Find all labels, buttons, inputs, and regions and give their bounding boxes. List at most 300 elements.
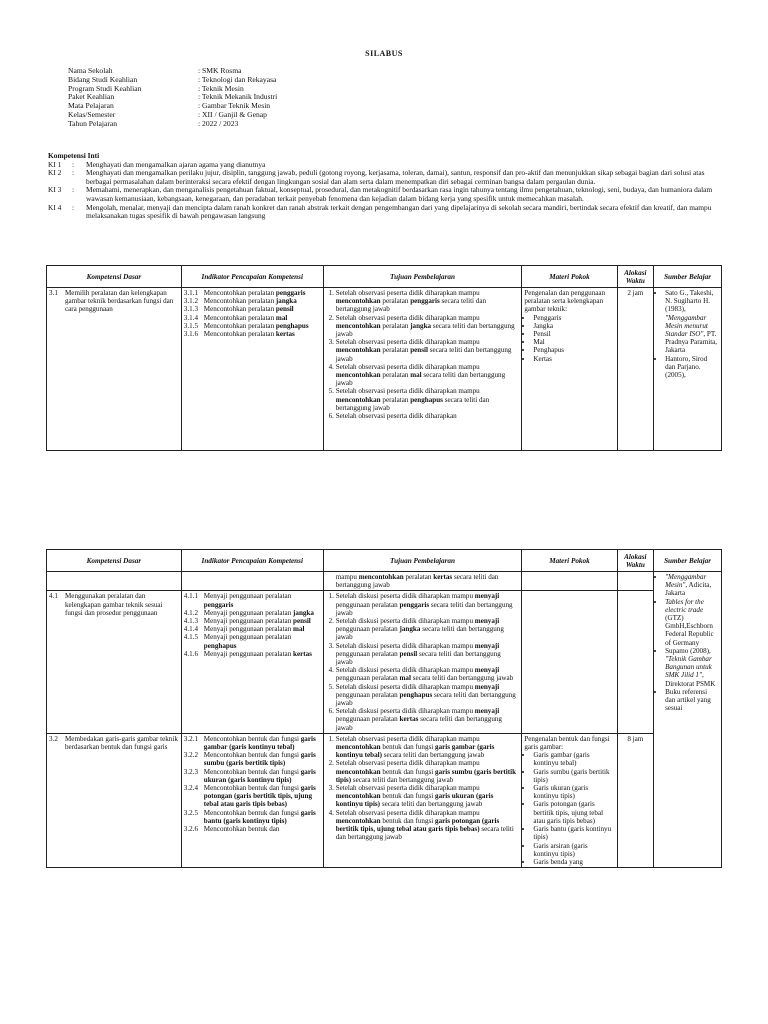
source-item [665, 688, 719, 713]
objective-item: kertas [399, 715, 419, 724]
indicator-item-name: jangka [293, 608, 314, 617]
objective-item-row [336, 707, 520, 732]
objective-mid: peralatan [382, 321, 409, 330]
indicator-item [184, 592, 321, 608]
indicator-phrase: Menyaji penggunaan peralatan [203, 625, 292, 634]
indicator-number: 4.1.2 [183, 608, 198, 617]
objective-verb: menyaji [474, 641, 500, 650]
objective-post: secara teliti dan bertanggung jawab [383, 751, 485, 760]
objective-pre: Setelah observasi peserta didik diharapkan mampu [335, 338, 480, 347]
objective-pre: Setelah observasi peserta didik diharapkan mampu [335, 808, 480, 817]
objective-post: secara teliti dan bertanggung jawab [335, 395, 490, 412]
objective-item-row [336, 363, 520, 388]
document-title: SILABUS [365, 49, 403, 58]
objective-pre: Setelah observasi peserta didik diharapkan mampu [335, 289, 480, 297]
objective-post: secara teliti dan bertanggung jawab [335, 625, 504, 642]
indicator-phrase: Mencontohkan bentuk dan fungsi [203, 734, 299, 743]
indicator-number: 3.1.5 [183, 321, 198, 330]
indicator-item [184, 809, 321, 825]
indicator-number: 3.2.4 [183, 784, 198, 793]
indicator-phrase: Mencontohkan peralatan [203, 330, 275, 339]
indicator-item [184, 617, 321, 625]
objective-item: penggaris [399, 600, 430, 609]
indicator-text [204, 809, 321, 825]
indicator-number: 3.1.4 [183, 313, 198, 322]
materi-item: • Garis sumbu (garis bertitik tipis) [533, 768, 614, 784]
indicator-item-name: pensil [293, 617, 311, 626]
indicator-text [204, 784, 321, 809]
indicator-text [204, 735, 321, 751]
objective-verb: mencontohkan [335, 816, 381, 825]
ki-code: KI 2 [48, 168, 62, 178]
indicator-cell [181, 288, 323, 451]
school-info [68, 67, 277, 129]
objective-pre: Setelah diskusi peserta didik diharapkan mampu [335, 617, 473, 626]
ki-code: KI 1 [48, 159, 62, 169]
header-indikator: Indikator Pencapaian Kompetensi [181, 266, 323, 288]
indicator-item [184, 735, 321, 751]
indicator-item-name: kertas [275, 330, 295, 339]
indicator-item-name: jangka [275, 297, 297, 306]
objective-mid: peralatan [382, 395, 409, 404]
objective-item: garis gambar (garis kontinyu tebal) [335, 743, 495, 760]
ki-text: Memahami, menerapkan, dan menganalisis pengetahuan faktual, konseptual, prosedural, dan metakognitif berdasarkan rasa ingin tahunya tentang ilmu pengetahuan, teknologi, seni, budaya, dan humaniora dalam wawasan kemanusiaan, kebangsaan, kenegaraan, dan peradaban terkait penyebab fenomena dan kejadian dalam bidang kerja yang spesifik untuk memecahkan masalah. [86, 185, 713, 203]
objective-item-row [336, 387, 520, 412]
objective-pre: Setelah observasi peserta didik diharapkan [335, 412, 457, 421]
indicator-phrase: Mencontohkan bentuk dan fungsi [203, 784, 299, 793]
materi-item: • Mal [533, 338, 614, 346]
objective-item: mal [399, 674, 411, 683]
kd-number: 4.1 [49, 592, 58, 601]
objective-mid: penggunaan peralatan [335, 625, 398, 634]
indicator-text [204, 825, 321, 833]
objective-item: kertas [433, 573, 453, 581]
objective-verb: mencontohkan [335, 743, 381, 752]
objective-mid: bentuk dan fungsi [382, 767, 434, 776]
indicator-cell [181, 591, 323, 733]
objective-item-row [336, 314, 520, 339]
objective-post: secara teliti dan bertanggung jawab [381, 800, 483, 809]
objective-item: penghapus [410, 395, 443, 404]
indicator-item [184, 784, 321, 809]
indicator-phrase: Menyaji penggunaan peralatan [203, 649, 292, 658]
ki-text: Menghayati dan mengamalkan perilaku jujur, disiplin, tanggung jawab, peduli (gotong royong, kerjasama, toleran, damai), santun, responsif dan pro-aktif dan menunjukkan sikap sebagai bagian dari solusi atas berbagai permasalahan dalam berinteraksi secara efektif dengan lingkungan sosial dan alam serta dalam menempatkan diri sebagai cerminan bangsa dalam pergaulan dunia. [86, 168, 705, 186]
objective-verb: menyaji [474, 666, 500, 675]
objective-verb: menyaji [474, 682, 500, 691]
indicator-number: 4.1.1 [183, 592, 198, 601]
kd-cell [47, 733, 182, 867]
materi-intro: Pengenalan bentuk dan fungsi garis gambar: [524, 734, 610, 752]
indicator-phrase: Mencontohkan peralatan [203, 313, 275, 322]
materi-item: • Penggaris [533, 314, 614, 322]
objective-post: secara teliti dan bertanggung jawab [335, 371, 506, 388]
kd-number: 3.1 [49, 289, 58, 297]
indicator-number: 3.2.5 [183, 808, 198, 817]
materi-item: • Garis arsiran (garis kontinyu tipis) [533, 842, 614, 858]
objective-mid: penggunaan peralatan [335, 690, 398, 699]
indicator-item [184, 289, 321, 297]
kd-cell [47, 591, 182, 733]
objective-item: mal [410, 371, 422, 380]
objective-post: secara teliti dan bertanggung jawab [335, 573, 499, 590]
source-rest: (GTZ) GmbH,Eschborn Federal Republic of Germany [665, 614, 714, 647]
objective-item-row [336, 759, 520, 784]
indicator-item-name: penggaris [275, 289, 306, 297]
source-title: "Menggambar Mesin menurut Standar ISO" [665, 313, 708, 339]
indicator-phrase: Mencontohkan peralatan [203, 289, 275, 297]
header-alokasi: Alokasi Waktu [617, 550, 653, 572]
source-rest: , Adicita, Jakarta [665, 581, 712, 598]
materi-cell-empty [522, 591, 617, 733]
objective-item-row [336, 338, 520, 363]
info-label: Bidang Studi Keahlian [68, 74, 138, 84]
indicator-number: 3.2.1 [183, 734, 198, 743]
objective-mid: peralatan [382, 371, 409, 380]
objective-post: secara teliti dan bertanggung jawab [352, 775, 454, 784]
objective-verb: mencontohkan [358, 573, 404, 581]
info-value: : Teknik Mesin [198, 85, 244, 94]
objective-mid: penggunaan peralatan [335, 674, 398, 683]
objective-verb: mencontohkan [335, 321, 381, 330]
time-cell: 2 jam [617, 288, 653, 451]
info-label: Paket Keahlian [68, 92, 115, 102]
materi-item: • Jangka [533, 322, 614, 330]
objective-item: garis potongan (garis bertitik tipis, ujung tebal atau garis tipis bebas) [335, 816, 500, 834]
indicator-item-name: garis bantu (garis kontinyu tipis) [203, 808, 316, 825]
info-value: : SMK Rosma [198, 67, 241, 76]
objective-item: pensil [410, 346, 428, 355]
objective-item-row [336, 592, 520, 617]
indicator-item [184, 305, 321, 313]
indicator-item-name: mal [275, 313, 288, 322]
materi-item: • Garis benda yang [533, 858, 614, 866]
objective-item: jangka [410, 321, 432, 330]
header-kompetensi-dasar: Kompetensi Dasar [47, 550, 182, 572]
objective-item: garis ukuran (garis kontinyu tipis) [335, 792, 494, 809]
kd-number: 3.2 [49, 734, 58, 743]
indicator-item [184, 609, 321, 617]
objective-pre: Setelah diskusi peserta didik diharapkan mampu [335, 707, 473, 716]
indicator-text [204, 592, 321, 608]
source-list [656, 289, 719, 379]
kd-cell-empty [47, 572, 182, 591]
materi-list [524, 314, 614, 363]
indicator-item-name: penghapus [275, 321, 309, 330]
objective-item-row [336, 735, 520, 760]
indicator-text [204, 289, 321, 297]
ki-separator: : [72, 168, 75, 178]
indicator-text [204, 322, 321, 330]
kd-cell [47, 288, 182, 451]
indicator-number: 3.1.1 [183, 289, 198, 297]
objective-verb: mencontohkan [335, 346, 381, 355]
materi-item: • Garis gambar (garis kontinyu tebal) [533, 751, 614, 767]
ki-text: Mengolah, menalar, menyaji dan mencipta dalam ranah konkret dan ranah abstrak terkait dengan pengembangan dari yang dipelajarinya di sekolah secara mandiri, bertindak secara efektif dan kreatif, dan mampu melaksanakan tugas spesifik di bawah pengawasan langsung [86, 202, 712, 221]
indicator-text [204, 297, 321, 305]
indicator-number: 4.1.5 [183, 633, 198, 642]
indicator-phrase: Mencontohkan bentuk dan fungsi [203, 767, 299, 776]
objective-verb: menyaji [474, 617, 500, 626]
indicator-item-name: garis sumbu (garis bertitik tipis) [203, 751, 316, 768]
objective-pre: Setelah observasi peserta didik diharapkan mampu [335, 734, 480, 743]
objective-item: penggaris [410, 297, 440, 306]
objective-item-row [336, 809, 520, 842]
indicator-number: 4.1.6 [183, 649, 198, 658]
objective-verb: mencontohkan [335, 371, 381, 380]
source-text: Buku referensi dan artikel yang sesuai [665, 687, 711, 713]
indicator-number: 3.2.2 [183, 751, 198, 760]
indicator-text [204, 314, 321, 322]
objective-mid: bentuk dan fungsi [382, 792, 434, 801]
ki-separator: : [72, 202, 75, 212]
source-rest: , Direktorat PSMK [665, 671, 716, 688]
objective-continued [323, 572, 522, 591]
source-item [665, 289, 719, 355]
objective-item-row [336, 617, 520, 642]
objective-mid: peralatan [382, 297, 409, 306]
header-alokasi: Alokasi Waktu [617, 266, 653, 288]
objective-pre: Setelah diskusi peserta didik diharapkan mampu [335, 592, 473, 601]
ki-separator: : [72, 185, 75, 195]
indicator-text [204, 751, 321, 767]
objective-pre: Setelah observasi peserta didik diharapkan mampu [335, 759, 480, 768]
indicator-number: 3.2.6 [183, 825, 198, 834]
objective-post: secara teliti dan bertanggung jawab [412, 674, 514, 683]
info-label: Program Studi Keahlian [68, 83, 142, 93]
indicator-item [184, 825, 321, 833]
objective-item: garis sumbu (garis bertitik tipis) [335, 767, 517, 784]
indicator-item [184, 768, 321, 784]
info-value: : 2022 / 2023 [198, 120, 238, 129]
ki-separator: : [72, 159, 75, 169]
objective-post: secara teliti dan bertanggung jawab [335, 346, 512, 363]
objective-item: pensil [399, 649, 418, 658]
indicator-phrase: Mencontohkan bentuk dan [203, 825, 280, 834]
objective-pre: Setelah observasi peserta didik diharapkan mampu [335, 313, 480, 322]
objective-cell [323, 288, 522, 451]
objective-verb: menyaji [474, 592, 500, 601]
source-text: Sato G., Takeshi, N. Sugiharto H. (1983), [665, 289, 714, 314]
ki-row [48, 186, 720, 203]
objective-post: secara teliti dan bertanggung jawab [335, 321, 515, 339]
materi-cell-empty [522, 572, 617, 591]
objective-pre: Setelah observasi peserta didik diharapkan mampu [335, 784, 480, 793]
info-value: : XII / Ganjil & Genap [198, 111, 267, 120]
info-value: : Teknologi dan Rekayasa [198, 76, 276, 85]
materi-item: • Garis potongan (garis bertitik tipis, ujung tebal atau garis tipis bebas) [533, 800, 614, 825]
objective-post: secara teliti dan bertanggung jawab [335, 715, 502, 732]
source-title: "Teknik Gambar Bangunan untuk SMK Jilid 1" [665, 655, 712, 680]
syllabus-table-2 [46, 549, 722, 868]
source-item [665, 355, 719, 380]
syllabus-table-1 [46, 265, 722, 451]
indicator-number: 4.1.4 [183, 625, 198, 634]
info-label: Nama Sekolah [68, 66, 113, 75]
indicator-text [204, 768, 321, 784]
indicator-text [204, 625, 321, 633]
objective-post: secara teliti dan bertanggung jawab [335, 600, 513, 617]
indicator-item [184, 625, 321, 633]
ki-row [48, 169, 720, 186]
objective-cell [323, 591, 522, 733]
objective-item-row [336, 683, 520, 708]
indicator-phrase: Mencontohkan bentuk dan fungsi [203, 808, 299, 817]
header-tujuan: Tujuan Pembelajaran [323, 550, 522, 572]
indicator-item-name: kertas [293, 649, 312, 658]
info-row [68, 120, 277, 129]
indicator-text [204, 633, 321, 649]
materi-item: • Garis bantu (garis kontinyu tipis) [533, 825, 614, 841]
objective-mid: penggunaan peralatan [335, 649, 398, 658]
indicator-item-name: garis potongan (garis bertitik tipis, ujung tebal atau garis tipis bebas) [203, 784, 316, 809]
objective-mid: bentuk dan fungsi [382, 816, 434, 825]
header-sumber: Sumber Belajar [654, 266, 722, 288]
materi-item: • Penghapus [533, 346, 614, 354]
indicator-phrase: Mencontohkan bentuk dan fungsi [203, 751, 299, 760]
ki-code: KI 4 [48, 202, 62, 212]
ki-row [48, 204, 720, 221]
indicator-item-name: garis ukuran (garis kontinyu tipis) [203, 767, 316, 784]
objective-verb: mencontohkan [335, 395, 381, 404]
indicator-item-name: mal [293, 625, 305, 634]
objective-post: secara teliti dan bertanggung jawab [335, 297, 487, 314]
indicator-number: 4.1.3 [183, 617, 198, 626]
indicator-text [204, 305, 321, 313]
ki-heading: Kompetensi Inti [48, 151, 100, 160]
indicator-phrase: Menyaji penggunaan peralatan [203, 633, 292, 642]
objective-pre: Setelah observasi peserta didik diharapkan mampu [335, 387, 480, 396]
objective-verb: mencontohkan [335, 792, 381, 801]
indicator-text [204, 617, 321, 625]
kd-text: Menggunakan peralatan dan kelengkapan gambar teknik sesuai fungsi dan prosedur penggunaan [65, 592, 163, 617]
materi-item: • Kertas [533, 355, 614, 363]
objective-item-row [336, 784, 520, 809]
materi-cell [522, 288, 617, 451]
header-materi: Materi Pokok [522, 550, 617, 572]
source-title: "Menggambar Mesin" [665, 573, 707, 590]
header-indikator: Indikator Pencapaian Kompetensi [181, 550, 323, 572]
indicator-item [184, 650, 321, 658]
source-cell [654, 572, 722, 868]
objective-pre: Setelah diskusi peserta didik diharapkan mampu [335, 641, 473, 650]
indicator-item [184, 322, 321, 330]
objective-item-row [336, 412, 520, 420]
objective-post: secara teliti dan bertanggung jawab [335, 690, 516, 708]
objective-verb: mencontohkan [335, 767, 381, 776]
time-cell-empty [617, 572, 653, 591]
indicator-text [204, 650, 321, 658]
materi-item: • Pensil [533, 330, 614, 338]
kompetensi-inti [48, 152, 720, 221]
indicator-text [204, 330, 321, 338]
header-sumber: Sumber Belajar [654, 550, 722, 572]
header-materi: Materi Pokok [522, 266, 617, 288]
source-item [665, 598, 719, 647]
indicator-text [204, 609, 321, 617]
indicator-phrase: Mencontohkan peralatan [203, 305, 275, 314]
objective-item-row [336, 289, 520, 314]
indicator-item [184, 297, 321, 305]
indicator-phrase: Menyaji penggunaan peralatan [203, 592, 292, 601]
source-cell [654, 288, 722, 451]
source-text: Supamo (2008), [665, 646, 711, 655]
header-tujuan: Tujuan Pembelajaran [323, 266, 522, 288]
materi-list [524, 751, 614, 866]
header-kompetensi-dasar: Kompetensi Dasar [47, 266, 182, 288]
objective-item: jangka [399, 625, 421, 634]
indicator-phrase: Mencontohkan peralatan [203, 297, 275, 306]
source-list [656, 573, 719, 712]
objective-pre: Setelah observasi peserta didik diharapkan mampu [335, 362, 480, 371]
objective-list [326, 289, 520, 420]
source-rest: , PT. Pradnya Paramita, Jakarta [665, 330, 718, 355]
objective-item: penghapus [399, 690, 433, 699]
time-cell-empty [617, 591, 653, 733]
objective-post: secara teliti dan bertanggung jawab [335, 649, 501, 667]
objective-mid: peralatan [382, 346, 409, 355]
objective-mid: penggunaan peralatan [335, 600, 398, 609]
indicator-number: 3.1.3 [183, 305, 198, 314]
kd-text: Memilih peralatan dan kelengkapan gambar teknik berdasarkan fungsi dan cara penggunaan [65, 289, 174, 314]
objective-list [326, 735, 520, 842]
source-item [665, 647, 719, 688]
time-cell: 8 jam [617, 733, 653, 867]
indicator-item-name: pensil [275, 305, 294, 314]
ki-text: Menghayati dan mengamalkan ajaran agama yang dianutnya [86, 159, 266, 169]
info-value: : Gambar Teknik Mesin [198, 102, 270, 111]
ki-code: KI 3 [48, 185, 62, 195]
indicator-item [184, 314, 321, 322]
objective-pre: Setelah diskusi peserta didik diharapkan mampu [335, 666, 473, 675]
objective-item-row [336, 666, 520, 682]
kd-text: Membedakan garis-garis gambar teknik berdasarkan bentuk dan fungsi garis [65, 734, 178, 752]
source-title: Tables for the electric trade [665, 597, 704, 614]
objective-verb: mencontohkan [335, 297, 381, 306]
info-label: Tahun Pelajaran [68, 118, 118, 128]
objective-mid: bentuk dan fungsi [382, 743, 434, 752]
info-label: Mata Pelajaran [68, 101, 114, 111]
materi-intro: Pengenalan dan penggunaan peralatan serta kelengkapan gambar teknik: [524, 289, 606, 314]
indicator-cell [181, 733, 323, 867]
indicator-item [184, 751, 321, 767]
indicator-item-name: garis gambar (garis kontinyu tebal) [203, 734, 316, 752]
indicator-item-name: penggaris [203, 600, 234, 609]
indicator-item [184, 633, 321, 649]
objective-item-row [336, 642, 520, 667]
indicator-phrase: Menyaji penggunaan peralatan [203, 608, 292, 617]
objective-pre: Setelah diskusi peserta didik diharapkan mampu [335, 682, 473, 691]
objective-verb: menyaji [474, 707, 500, 716]
indicator-phrase: Mencontohkan peralatan [203, 321, 275, 330]
objective-post: secara teliti dan bertanggung jawab [335, 825, 514, 842]
indicator-cell-empty [181, 572, 323, 591]
materi-item: • Garis ukuran (garis kontinyu tipis) [533, 784, 614, 800]
info-label: Kelas/Semester [68, 109, 116, 119]
source-item [665, 573, 719, 598]
objective-mid: penggunaan peralatan [335, 715, 398, 724]
indicator-number: 3.1.6 [183, 330, 198, 339]
objective-cell [323, 733, 522, 867]
indicator-item [184, 330, 321, 338]
objective-mid: peralatan [405, 573, 432, 581]
objective-list [326, 592, 520, 731]
indicator-phrase: Menyaji penggunaan peralatan [203, 617, 292, 626]
materi-cell [522, 733, 617, 867]
objective-pre: mampu [335, 573, 357, 581]
info-value: : Teknik Mekanik Industri [198, 93, 277, 102]
indicator-number: 3.2.3 [183, 767, 198, 776]
indicator-number: 3.1.2 [183, 297, 198, 306]
